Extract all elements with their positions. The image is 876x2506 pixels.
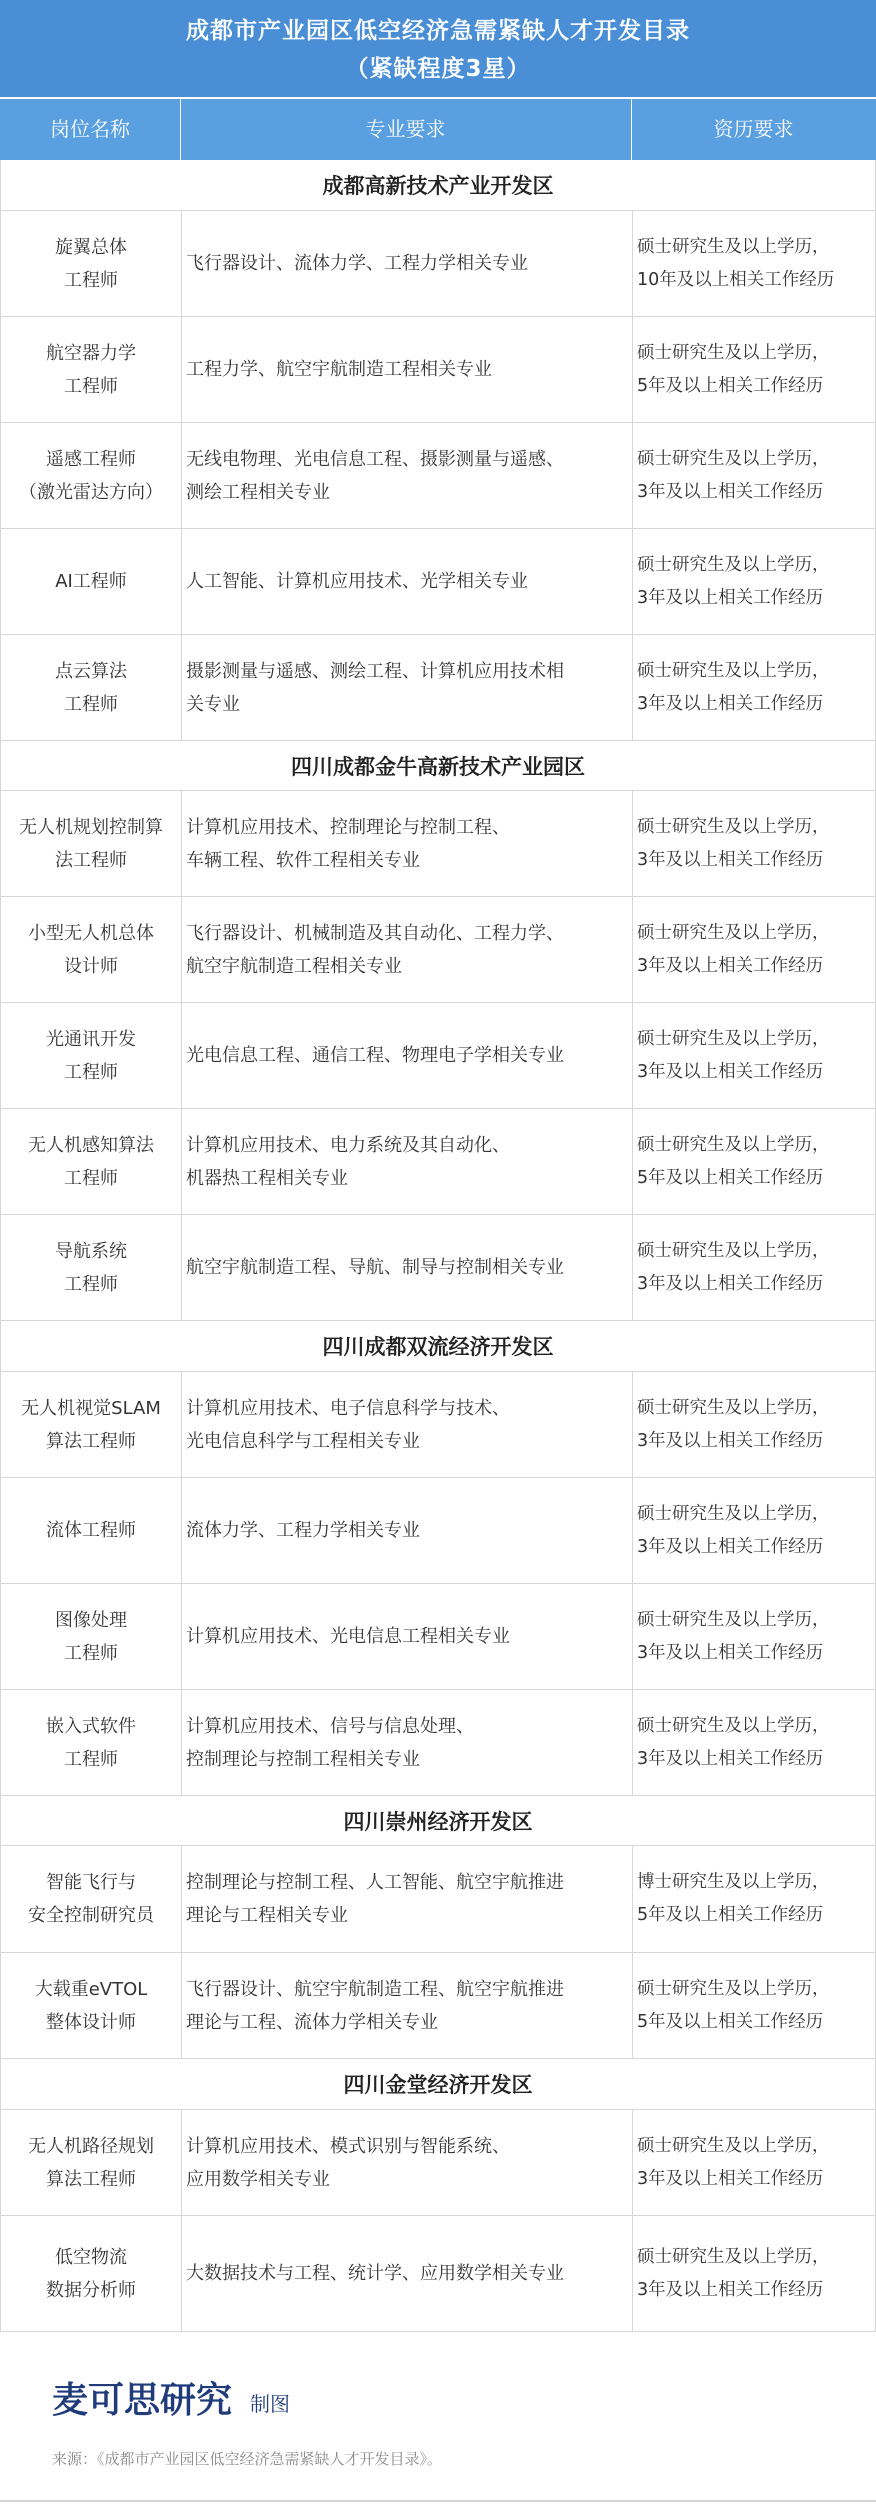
- table-row: [0, 1584, 876, 1690]
- section-header: 四川金堂经济开发区: [0, 2059, 876, 2110]
- job-title-cell: 小型无人机总体 设计师: [28, 922, 154, 977]
- job-title-cell: 大载重eVTOL 整体设计师: [34, 1978, 148, 2033]
- table-row: [0, 635, 876, 741]
- major-cell: 计算机应用技术、信号与信息处理、 控制理论与控制工程相关专业: [181, 1690, 632, 1795]
- qualification-cell: 硕士研究生及以上学历， 3年及以上相关工作经历: [632, 1478, 876, 1583]
- job-title-cell: 低空物流 数据分析师: [46, 2246, 136, 2301]
- qualification-cell: 硕士研究生及以上学历， 5年及以上相关工作经历: [632, 1953, 876, 2058]
- qualification-cell: 硕士研究生及以上学历， 3年及以上相关工作经历: [632, 1372, 876, 1477]
- table-row: [0, 897, 876, 1003]
- section-header: 四川成都金牛高新技术产业园区: [0, 741, 876, 791]
- table-row: [0, 211, 876, 317]
- qualification-cell: 硕士研究生及以上学历， 3年及以上相关工作经历: [632, 897, 876, 1002]
- job-title-cell: 无人机路径规划 算法工程师: [28, 2135, 154, 2190]
- title-banner: [0, 0, 876, 97]
- section-header: 四川崇州经济开发区: [0, 1796, 876, 1846]
- qualification-cell: 硕士研究生及以上学历， 3年及以上相关工作经历: [632, 2110, 876, 2215]
- major-cell: 流体力学、工程力学相关专业: [181, 1478, 632, 1583]
- table-row: [0, 1846, 876, 1953]
- qualification-cell: 硕士研究生及以上学历， 5年及以上相关工作经历: [632, 317, 876, 422]
- qualification-cell: 硕士研究生及以上学历， 3年及以上相关工作经历: [632, 1690, 876, 1795]
- table-row: [0, 1003, 876, 1109]
- job-title-cell: 导航系统 工程师: [55, 1240, 127, 1295]
- table-row: [0, 1478, 876, 1584]
- column-header-qualification: 资历要求: [713, 117, 794, 141]
- job-title-cell: 遥感工程师 （激光雷达方向）: [19, 448, 163, 503]
- qualification-cell: 硕士研究生及以上学历， 3年及以上相关工作经历: [632, 529, 876, 634]
- job-title-cell: 图像处理 工程师: [55, 1609, 127, 1664]
- section-header: 成都高新技术产业开发区: [0, 160, 876, 211]
- major-cell: 计算机应用技术、光电信息工程相关专业: [181, 1584, 632, 1689]
- qualification-cell: 硕士研究生及以上学历， 3年及以上相关工作经历: [632, 423, 876, 528]
- brand-caption: 制图: [250, 2392, 290, 2416]
- job-title-cell: 流体工程师: [46, 1520, 136, 1541]
- page-subtitle: （紧缺程度3星）: [345, 56, 531, 82]
- qualification-cell: 硕士研究生及以上学历， 5年及以上相关工作经历: [632, 1109, 876, 1214]
- major-cell: 控制理论与控制工程、人工智能、航空宇航推进 理论与工程相关专业: [181, 1846, 632, 1952]
- qualification-cell: 硕士研究生及以上学历， 3年及以上相关工作经历: [632, 791, 876, 896]
- qualification-cell: 硕士研究生及以上学历， 3年及以上相关工作经历: [632, 1003, 876, 1108]
- qualification-cell: 硕士研究生及以上学历， 3年及以上相关工作经历: [632, 1215, 876, 1320]
- table-row: [0, 791, 876, 897]
- job-title-cell: 无人机感知算法 工程师: [28, 1134, 154, 1189]
- job-title-cell: 旋翼总体 工程师: [55, 236, 127, 291]
- major-cell: 飞行器设计、机械制造及其自动化、工程力学、 航空宇航制造工程相关专业: [181, 897, 632, 1002]
- table-row: [0, 1109, 876, 1215]
- major-cell: 飞行器设计、航空宇航制造工程、航空宇航推进 理论与工程、流体力学相关专业: [181, 1953, 632, 2058]
- table-row: [0, 1953, 876, 2059]
- table-row: [0, 423, 876, 529]
- major-cell: 计算机应用技术、模式识别与智能系统、 应用数学相关专业: [181, 2110, 632, 2215]
- job-title-cell: 嵌入式软件 工程师: [46, 1715, 136, 1770]
- footer: [0, 2332, 876, 2506]
- major-cell: 计算机应用技术、电子信息科学与技术、 光电信息科学与工程相关专业: [181, 1372, 632, 1477]
- qualification-cell: 硕士研究生及以上学历， 3年及以上相关工作经历: [632, 2216, 876, 2331]
- section-header: 四川成都双流经济开发区: [0, 1321, 876, 1372]
- major-cell: 无线电物理、光电信息工程、摄影测量与遥感、 测绘工程相关专业: [181, 423, 632, 528]
- major-cell: 计算机应用技术、控制理论与控制工程、 车辆工程、软件工程相关专业: [181, 791, 632, 896]
- table-row: [0, 1215, 876, 1321]
- qualification-cell: 博士研究生及以上学历， 5年及以上相关工作经历: [632, 1846, 876, 1952]
- page-title: 成都市产业园区低空经济急需紧缺人才开发目录: [186, 18, 690, 44]
- major-cell: 计算机应用技术、电力系统及其自动化、 机器热工程相关专业: [181, 1109, 632, 1214]
- job-title-cell: AI工程师: [55, 571, 127, 592]
- job-title-cell: 无人机视觉SLAM 算法工程师: [21, 1397, 161, 1452]
- divider: [0, 2500, 876, 2502]
- major-cell: 工程力学、航空宇航制造工程相关专业: [181, 317, 632, 422]
- table-row: [0, 2216, 876, 2332]
- brand-logo-text: 麦可思研究: [52, 2380, 233, 2421]
- qualification-cell: 硕士研究生及以上学历， 3年及以上相关工作经历: [632, 1584, 876, 1689]
- job-title-cell: 点云算法 工程师: [55, 660, 127, 715]
- column-header-major: 专业要求: [365, 117, 446, 141]
- major-cell: 飞行器设计、流体力学、工程力学相关专业: [181, 211, 632, 316]
- qualification-cell: 硕士研究生及以上学历， 3年及以上相关工作经历: [632, 635, 876, 740]
- column-header-row: [0, 97, 876, 160]
- table-row: [0, 1372, 876, 1478]
- source-note: 来源：《成都市产业园区低空经济急需紧缺人才开发目录》。: [52, 2450, 443, 2468]
- table-row: [0, 1690, 876, 1796]
- table-row: [0, 529, 876, 635]
- column-header-job: 岗位名称: [50, 117, 130, 141]
- major-cell: 航空宇航制造工程、导航、制导与控制相关专业: [181, 1215, 632, 1320]
- table-row: [0, 2110, 876, 2216]
- major-cell: 大数据技术与工程、统计学、应用数学相关专业: [181, 2216, 632, 2331]
- major-cell: 人工智能、计算机应用技术、光学相关专业: [181, 529, 632, 634]
- qualification-cell: 硕士研究生及以上学历， 10年及以上相关工作经历: [632, 211, 876, 316]
- job-title-cell: 智能飞行与 安全控制研究员: [28, 1872, 154, 1926]
- major-cell: 光电信息工程、通信工程、物理电子学相关专业: [181, 1003, 632, 1108]
- job-title-cell: 光通讯开发 工程师: [46, 1028, 136, 1083]
- major-cell: 摄影测量与遥感、测绘工程、计算机应用技术相 关专业: [181, 635, 632, 740]
- table-row: [0, 317, 876, 423]
- job-title-cell: 无人机规划控制算 法工程师: [19, 816, 163, 871]
- job-title-cell: 航空器力学 工程师: [46, 342, 136, 397]
